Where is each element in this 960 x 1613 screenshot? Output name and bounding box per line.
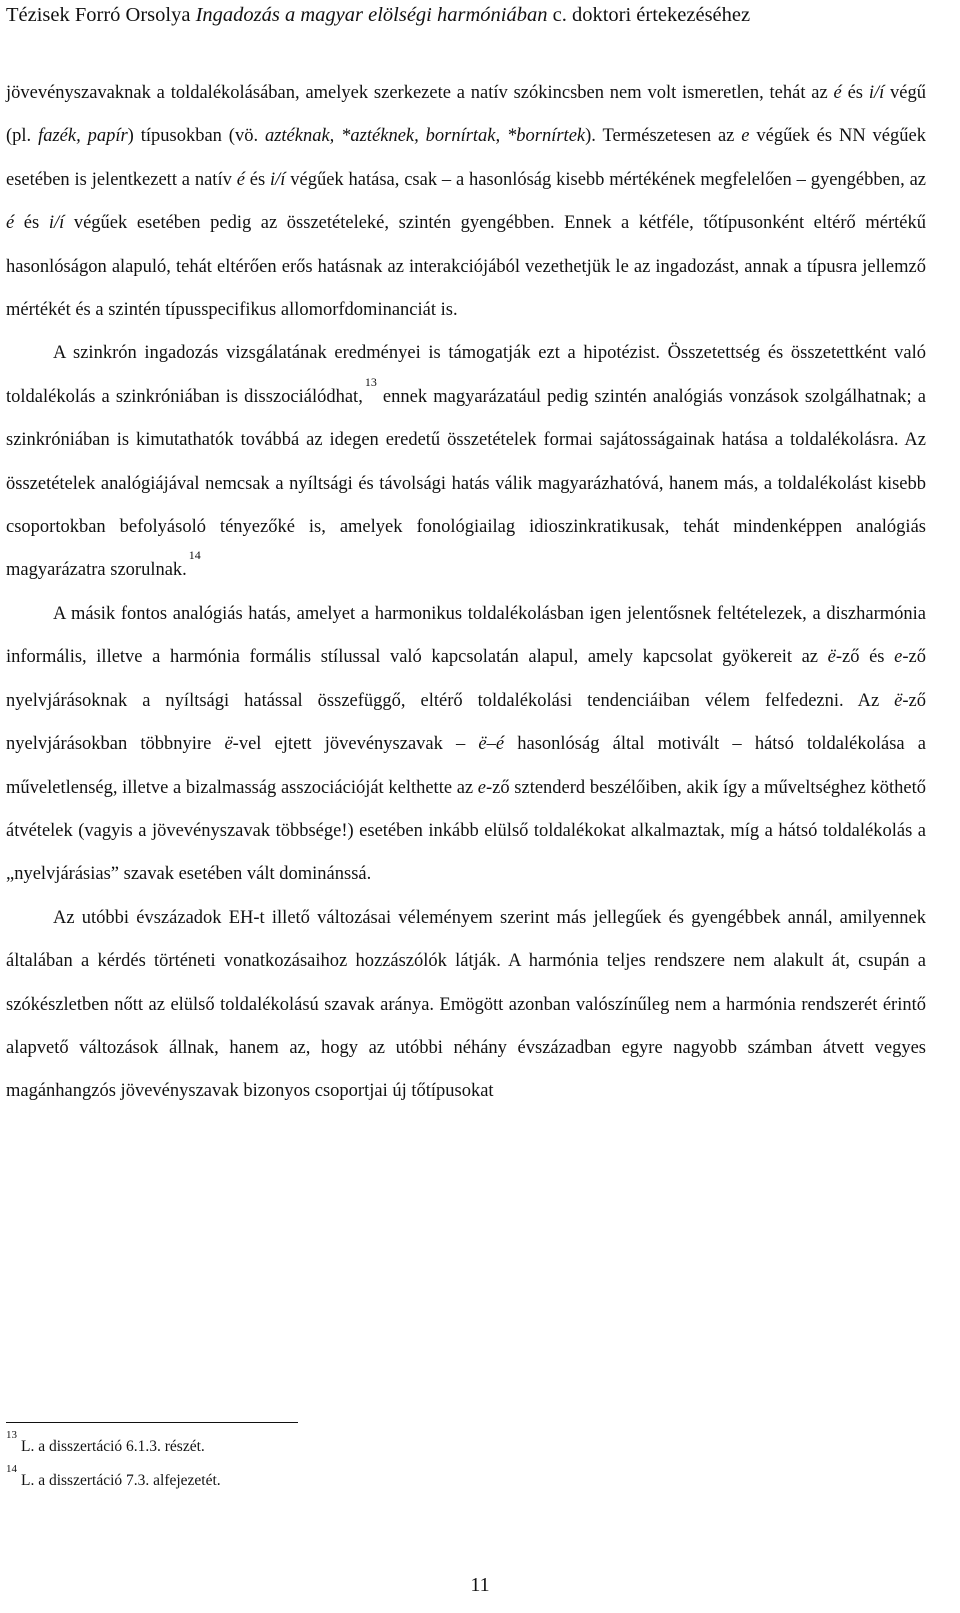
italic-term: ë–é	[478, 734, 505, 755]
text-run: Az utóbbi évszázadok EH-t illető változásai véleményem szerint más jellegűek és gyengébbek annál, amilyennek általában a kérdés történeti vonatkozásaihoz hozzászólók látják. A harmónia teljes rendszere nem alakult át, csupán a szókészletben nőtt az elülső toldalékolású szavak aránya. Emögött azonban valószínűleg nem a harmónia rendszerét érintő alapvető változások állnak, hanem az, hogy az utóbbi néhány évszázadban egyre nagyobb számban átvett vegyes magánhangzós jövevényszavak bizonyos csoportjai új tőtípusokat	[6, 907, 926, 1102]
footnote-13	[6, 1430, 606, 1464]
italic-term: é	[236, 169, 245, 190]
italic-term: ë	[224, 734, 233, 755]
footnote-text: L. a disszertáció 6.1.3. részét.	[21, 1438, 205, 1455]
running-header	[6, 2, 951, 28]
paragraph-2	[6, 332, 926, 592]
text-run: végűek és NN végűek esetében is jelentkezett a natív	[6, 126, 926, 190]
italic-term: e	[894, 647, 903, 668]
text-run: és	[244, 169, 270, 190]
italic-term: i/í	[270, 169, 286, 190]
footnote-ref-13[interactable]: 13	[364, 374, 377, 389]
text-run: jövevényszavaknak a toldalékolásában, amelyek szerkezete a natív szókincsben nem volt ismeretlen, tehát az	[6, 83, 834, 103]
text-run: A szinkrón ingadozás vizsgálatának eredményei is támogatják ezt a hipotézist. Összetettség és összetettként való toldalékolás a szinkróniában is disszociálódhat,	[6, 343, 926, 407]
footnote-ref-14[interactable]: 14	[188, 548, 201, 563]
text-run: és	[14, 213, 49, 234]
italic-term: fazék, papír	[38, 126, 128, 147]
text-run: -ző és	[835, 647, 895, 668]
footnotes	[6, 1430, 606, 1498]
italic-term: aztéknak, *aztéknek, bornírtak, *bornírtek	[264, 126, 586, 147]
italic-term: é	[6, 213, 15, 234]
paragraph-4	[6, 897, 926, 1114]
text-run: ). Természetesen az	[585, 126, 742, 147]
text-run: ennek magyarázatául pedig szintén analógiás vonzások szolgálhatnak; a szinkróniában is kimutathatók továbbá az idegen eredetű összetételek formai sajátosságainak hatása a toldalékolásra. Az összetételek analógiájával nemcsak a nyíltsági és távolsági hatás válik magyarázhatóvá, hanem más, a toldalékolást kisebb csoportokban befolyásoló tényezőké is, amelyek fonológiailag idioszinkratikusak, tehát mindenképpen analógiás magyarázatra szorulnak.	[6, 386, 926, 581]
footnote-14	[6, 1464, 606, 1498]
header-prefix: Tézisek Forró Orsolya	[6, 4, 196, 26]
text-run: és	[841, 83, 869, 103]
page-number: 11	[470, 1574, 490, 1596]
text-run: végűek esetében pedig az összetételeké, szintén gyengébben. Ennek a kétféle, tőtípusonként eltérő mértékű hasonlóságon alapuló, tehát eltérően erős hatásnak az interakciójából vezethetjük le az ingadozást, annak a típusra jellemző mértékét és a szintén típusspecifikus allomorfdominanciát is.	[6, 213, 926, 321]
text-run: -ző sztenderd beszélőiben, akik így a műveltséghez köthető átvételek (vagyis a jövevényszavak többsége!) esetében inkább elülső toldalékokat alkalmaztak, míg a hátsó toldalékolás a „nyelvjárásias” szavak esetében vált dominánssá.	[6, 777, 926, 885]
dissertation-title: Ingadozás a magyar elölségi harmóniában	[195, 4, 548, 26]
footnote-text: L. a disszertáció 7.3. alfejezetét.	[21, 1472, 221, 1489]
text-run: -ző nyelvjárásokban többnyire	[6, 690, 926, 755]
footnote-number: 13	[6, 1428, 17, 1441]
body-text	[6, 72, 926, 1114]
paragraph-3	[6, 593, 926, 897]
text-run: végűek hatása, csak – a hasonlóság kisebb mértékének megfelelően – gyengébben, az	[285, 169, 926, 190]
italic-term: i/í	[48, 213, 65, 234]
italic-term: i/í	[868, 83, 885, 103]
italic-term: ë	[894, 690, 903, 711]
text-run: -ző nyelvjárásoknak a nyíltsági hatással összefüggő, eltérő toldalékolási tendenciáiban vélem felfedezni. Az	[6, 647, 926, 711]
paragraph-1	[6, 72, 926, 332]
italic-term: ë	[827, 647, 836, 668]
italic-term: e	[477, 777, 487, 798]
text-run: -vel ejtett jövevényszavak –	[232, 734, 479, 755]
text-run: végű (pl.	[6, 83, 927, 147]
italic-term: é	[833, 83, 842, 103]
footnote-separator	[6, 1422, 298, 1423]
text-run: hasonlóság által motivált – hátsó toldalékolása a műveletlenség, illetve a bizalmasság asszociációját kelthette az	[6, 734, 926, 798]
italic-term: e	[741, 126, 750, 147]
text-run: ) típusokban (vö.	[127, 126, 265, 147]
text-run: A másik fontos analógiás hatás, amelyet a harmonikus toldalékolásban igen jelentősnek feltételezek, a diszharmónia informális, illetve a harmónia formális stílussal való kapcsolatán alapul, amely kapcsolat gyökereit az	[6, 603, 926, 668]
header-suffix: c. doktori értekezéséhez	[547, 4, 751, 26]
footnote-number: 14	[6, 1462, 17, 1475]
